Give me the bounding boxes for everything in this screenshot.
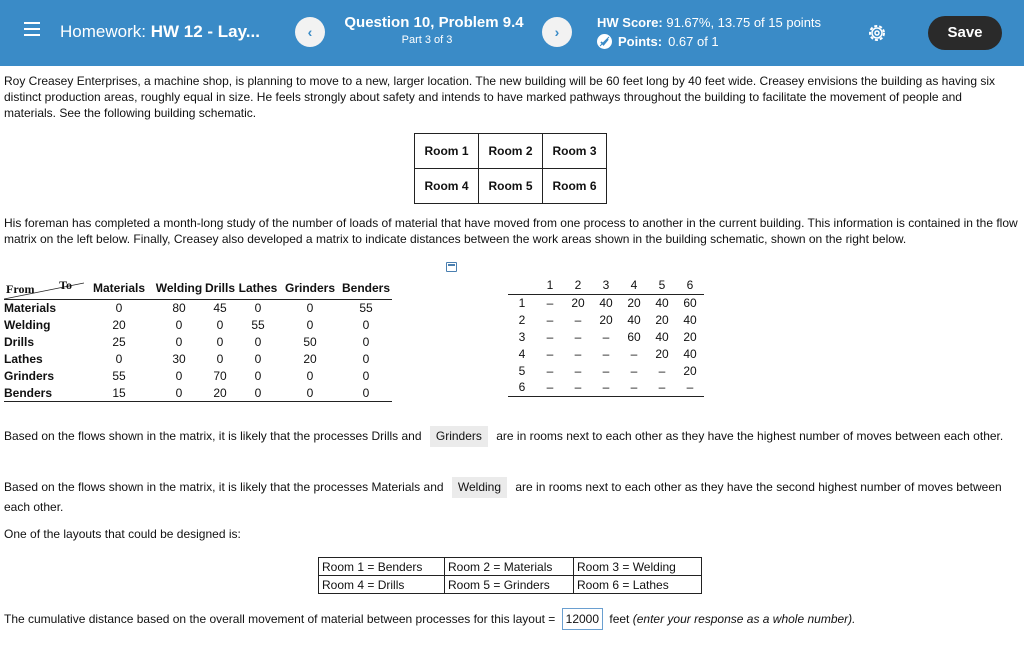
- menu-icon[interactable]: [24, 22, 40, 38]
- final-question: [4, 608, 1016, 630]
- table-row: [4, 351, 392, 368]
- distance-cell: –: [574, 363, 582, 378]
- flow-cell: 20: [204, 385, 236, 402]
- question-title: Question 10, Problem 9.4: [344, 14, 524, 31]
- flow-cell: 0: [362, 335, 370, 349]
- distance-cell: 40: [627, 312, 641, 327]
- flow-cell: 0: [306, 318, 314, 332]
- question-2: [4, 477, 1016, 517]
- distance-row-label: 4: [518, 346, 526, 361]
- previous-question-button[interactable]: ‹: [295, 17, 325, 47]
- flow-cell: 20: [303, 352, 317, 366]
- flow-cell: 0: [254, 369, 262, 383]
- distance-cell: 20: [627, 295, 641, 310]
- distance-cell: –: [546, 312, 554, 327]
- question-part: Part 3 of 3: [401, 34, 453, 46]
- flow-cell: 0: [216, 335, 224, 349]
- flow-cell: 45: [213, 301, 227, 316]
- layout-cell: Room 6 = Lathes: [574, 576, 702, 594]
- distance-cell: –: [630, 363, 638, 378]
- points: [597, 34, 719, 49]
- distance-cell: –: [648, 379, 676, 396]
- flow-cell: 0: [340, 385, 392, 402]
- flow-cell: 0: [254, 301, 262, 316]
- schematic-room-1: Room 1: [415, 134, 479, 169]
- flow-cell: 0: [175, 335, 183, 349]
- cumulative-distance-input[interactable]: 12000: [562, 608, 603, 630]
- flow-row-label: Grinders: [4, 369, 55, 383]
- to-label: To: [59, 278, 72, 292]
- distance-cell: –: [574, 329, 582, 344]
- flow-cell: 55: [251, 318, 265, 332]
- distance-cell: –: [592, 379, 620, 396]
- flow-matrix: [4, 277, 392, 402]
- distance-cell: –: [574, 312, 582, 327]
- flow-cell: 30: [172, 352, 186, 366]
- distance-cell: –: [574, 346, 582, 361]
- distance-col-header: 3: [592, 277, 620, 294]
- distance-cell: –: [546, 363, 554, 378]
- top-bar: [0, 0, 1024, 66]
- flow-cell: 0: [175, 318, 183, 332]
- flow-cell: 55: [359, 301, 373, 316]
- final-hint: (enter your response as a whole number).: [632, 612, 856, 626]
- question-1-answer[interactable]: Grinders: [430, 426, 488, 447]
- distance-cell: 20: [599, 312, 613, 327]
- distance-cell: –: [676, 379, 704, 396]
- table-row: [508, 345, 704, 362]
- flow-row-label: Benders: [4, 385, 84, 402]
- hw-score-label: HW Score:: [597, 15, 663, 30]
- flow-cell: 0: [254, 335, 262, 349]
- distance-row-label: 5: [518, 363, 526, 378]
- layout-cell: Room 2 = Materials: [445, 558, 574, 576]
- points-label: Points:: [618, 34, 663, 49]
- flow-cell: 0: [254, 352, 262, 366]
- distance-row-label: 6: [508, 379, 536, 396]
- flow-cell: 0: [115, 352, 123, 366]
- distance-col-header: 5: [648, 277, 676, 294]
- question-2-before: Based on the flows shown in the matrix, it is likely that the processes Materials and: [4, 480, 444, 494]
- distance-cell: 40: [683, 312, 697, 327]
- copy-data-icon[interactable]: [446, 262, 457, 272]
- flow-col-header: Materials: [84, 277, 154, 300]
- homework-title[interactable]: [60, 22, 260, 42]
- distance-col-header: 2: [564, 277, 592, 294]
- homework-prefix: Homework:: [60, 22, 146, 41]
- table-row: [508, 294, 704, 311]
- distance-cell: –: [658, 363, 666, 378]
- save-button[interactable]: Save: [928, 16, 1002, 50]
- question-1-after: are in rooms next to each other as they have the highest number of moves between each other.: [496, 429, 1004, 443]
- flow-cell: 0: [306, 369, 314, 383]
- distance-row-label: 2: [518, 312, 526, 327]
- layout-table: [318, 557, 702, 594]
- flow-row-label: Welding: [4, 318, 51, 332]
- flow-cell: 80: [172, 301, 186, 316]
- layout-cell: Room 1 = Benders: [319, 558, 445, 576]
- distance-col-header: 1: [536, 277, 564, 294]
- distance-cell: 40: [599, 295, 613, 310]
- distance-cell: 20: [655, 312, 669, 327]
- flow-cell: 0: [236, 385, 280, 402]
- distance-corner: [508, 277, 536, 294]
- problem-intro: Roy Creasey Enterprises, a machine shop, is planning to move to a new, larger location. The new building will be 60 feet long by 40 feet wide. Creasey envisions the building as having six distinct production areas, roughly equal in size. He feels strongly about safety and intends to have marked pathways throughout the building to facilitate the movement of people and materials. See the following building schematic.: [4, 74, 996, 120]
- flow-cell: 0: [306, 301, 314, 316]
- flow-cell: 0: [154, 385, 204, 402]
- question-2-after: are in rooms next to each other as they have the second highest number of moves between each other.: [4, 480, 1002, 514]
- distance-cell: –: [564, 379, 592, 396]
- schematic-room-5: Room 5: [479, 169, 543, 204]
- schematic-room-2: Room 2: [479, 134, 543, 169]
- hw-score-value: 91.67%, 13.75 of 15 points: [666, 15, 822, 30]
- flow-cell: 0: [280, 385, 340, 402]
- distance-cell: 20: [655, 346, 669, 361]
- distance-cell: –: [602, 329, 610, 344]
- hw-score: [597, 15, 821, 30]
- distance-cell: 40: [655, 295, 669, 310]
- schematic-room-4: Room 4: [415, 169, 479, 204]
- schematic-room-6: Room 6: [543, 169, 607, 204]
- distance-cell: 60: [683, 295, 697, 310]
- table-row: [4, 385, 392, 402]
- flow-cell: 15: [84, 385, 154, 402]
- flow-cell: 20: [112, 318, 126, 332]
- flow-cell: 0: [216, 352, 224, 366]
- layout-cell: Room 4 = Drills: [319, 576, 445, 594]
- flow-cell: 70: [213, 369, 227, 383]
- layout-cell: Room 5 = Grinders: [445, 576, 574, 594]
- next-question-button[interactable]: ›: [542, 17, 572, 47]
- flow-cell: 25: [112, 335, 126, 349]
- flow-col-header: Welding: [154, 277, 204, 300]
- flow-cell: 50: [303, 335, 317, 349]
- distance-cell: –: [620, 379, 648, 396]
- distance-cell: 20: [571, 295, 585, 310]
- flow-cell: 0: [362, 352, 370, 366]
- distance-matrix: [508, 277, 704, 397]
- table-row: [4, 334, 392, 351]
- flow-cell: 0: [362, 369, 370, 383]
- final-unit: feet: [609, 612, 630, 626]
- flow-cell: 0: [175, 369, 183, 383]
- distance-cell: –: [602, 363, 610, 378]
- flow-cell: 0: [115, 301, 123, 316]
- distance-col-header: 6: [676, 277, 704, 294]
- distance-cell: 60: [627, 329, 641, 344]
- flow-row-label: Materials: [4, 301, 57, 316]
- layout-cell: Room 3 = Welding: [574, 558, 702, 576]
- from-to-header: [4, 277, 84, 300]
- table-row: [508, 311, 704, 328]
- distance-cell: –: [546, 329, 554, 344]
- distance-cell: –: [536, 379, 564, 396]
- distance-cell: –: [602, 346, 610, 361]
- building-schematic: [414, 133, 607, 204]
- question-1-before: Based on the flows shown in the matrix, it is likely that the processes Drills and: [4, 429, 422, 443]
- homework-name: HW 12 - Lay...: [150, 22, 260, 41]
- flow-col-header: Grinders: [280, 277, 340, 300]
- flow-col-header: Lathes: [236, 277, 280, 300]
- table-row: [508, 379, 704, 396]
- flow-cell: 55: [112, 369, 126, 383]
- partial-credit-icon: [597, 34, 612, 49]
- distance-cell: 40: [655, 329, 669, 344]
- distance-row-label: 1: [518, 295, 526, 310]
- final-question-text: The cumulative distance based on the overall movement of material between processes for this layout =: [4, 612, 556, 626]
- table-row: [508, 328, 704, 345]
- distance-col-header: 4: [620, 277, 648, 294]
- distance-cell: –: [630, 346, 638, 361]
- distance-cell: –: [546, 346, 554, 361]
- question-1: [4, 426, 1016, 447]
- distance-cell: 20: [683, 329, 697, 344]
- table-row: [4, 368, 392, 385]
- table-row: [4, 317, 392, 334]
- flow-cell: 0: [362, 318, 370, 332]
- from-label: From: [6, 282, 35, 296]
- distance-row-label: 3: [518, 329, 526, 344]
- flow-col-header: Drills: [204, 277, 236, 300]
- table-row: [4, 300, 392, 317]
- foreman-text: His foreman has completed a month-long study of the number of loads of material that have moved from one process to another in the current building. This information is contained in the flow matrix on the left below. Finally, Creasey also developed a matrix to indicate distances between the work areas shown in the building schematic, shown on the right below.: [4, 216, 1018, 246]
- flow-row-label: Drills: [4, 335, 35, 349]
- flow-col-header: Benders: [340, 277, 392, 300]
- distance-cell: –: [546, 295, 554, 310]
- distance-cell: 40: [683, 346, 697, 361]
- distance-cell: 20: [683, 363, 697, 378]
- question-2-answer[interactable]: Welding: [452, 477, 507, 498]
- points-value: 0.67 of 1: [668, 34, 719, 49]
- flow-row-label: Lathes: [4, 352, 43, 366]
- schematic-room-3: Room 3: [543, 134, 607, 169]
- settings-gear-icon[interactable]: [866, 22, 888, 44]
- table-row: [508, 362, 704, 379]
- layout-intro: One of the layouts that could be designed is:: [4, 527, 241, 541]
- flow-cell: 0: [216, 318, 224, 332]
